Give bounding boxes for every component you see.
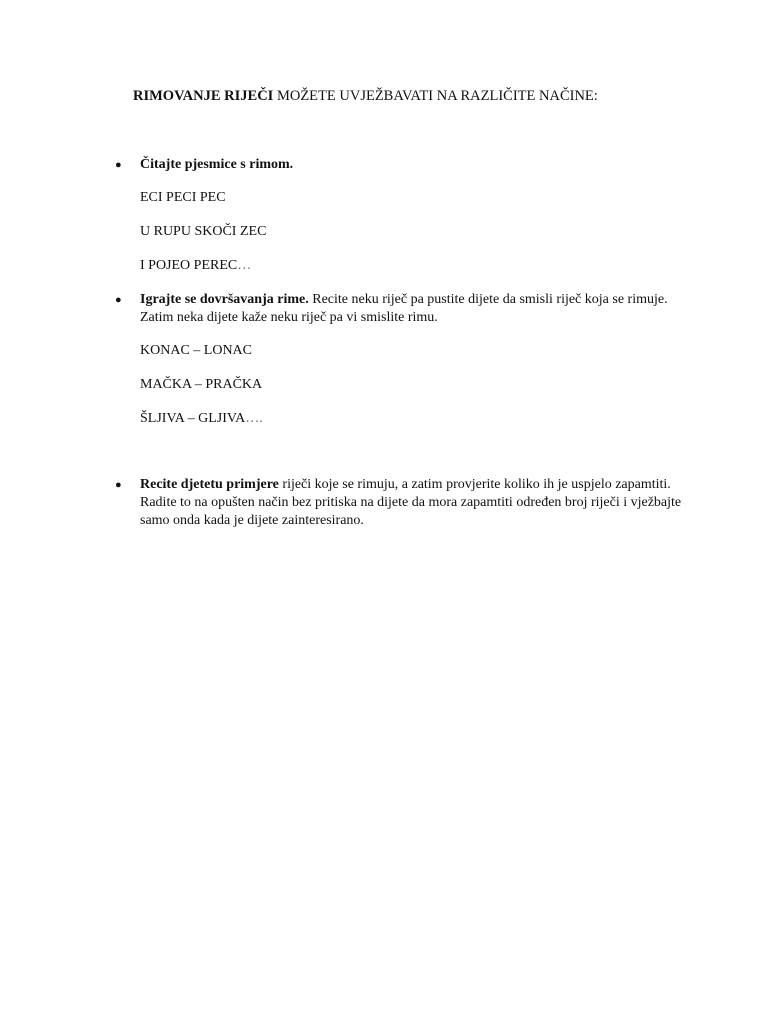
heading-rest-text: MOŽETE UVJEŽBAVATI NA RAZLIČITE NAČINE: — [273, 88, 598, 104]
poem-line-3 — [140, 257, 251, 275]
section2-paragraph — [140, 291, 685, 327]
rhyme-pair-1: KONAC – LONAC — [140, 343, 252, 358]
section3-paragraph — [140, 476, 685, 530]
bullet-icon: ● — [115, 294, 122, 306]
rhyme-ellipsis: …. — [245, 411, 263, 426]
document-heading — [133, 87, 598, 105]
heading-bold-text: RIMOVANJE RIJEČI — [133, 88, 274, 104]
rhyme-pair-2: MAČKA – PRAČKA — [140, 377, 263, 392]
section3-title: Recite djetetu primjere — [140, 477, 279, 492]
section1-title: Čitajte pjesmice s rimom. — [140, 157, 294, 172]
poem-line-3-text: I POJEO PEREC — [140, 258, 238, 273]
rhyme-pair-3 — [140, 410, 263, 428]
poem-line-1: ECI PECI PEC — [140, 190, 226, 205]
bullet-icon: ● — [115, 479, 122, 491]
bullet-icon: ● — [115, 159, 122, 171]
poem-line-2: U RUPU SKOČI ZEC — [140, 224, 267, 239]
section2-title: Igrajte se dovršavanja rime. — [140, 292, 309, 307]
rhyme-pair-3-text: ŠLJIVA – GLJIVA — [140, 411, 246, 426]
poem-ellipsis: … — [237, 258, 252, 273]
section3-text: riječi koje se rimuju, a zatim provjerite koliko ih je uspjelo zapamtiti. Radite to na opušten način bez pritiska na dijete da mora zapamtiti određen broj riječi i vježbajte samo onda kada je dijete zainteresirano. — [140, 477, 682, 528]
section2-text: Recite neku riječ pa pustite dijete da smisli riječ koja se rimuje. Zatim neka dijete kaže neku riječ pa vi smislite rimu. — [140, 292, 668, 325]
